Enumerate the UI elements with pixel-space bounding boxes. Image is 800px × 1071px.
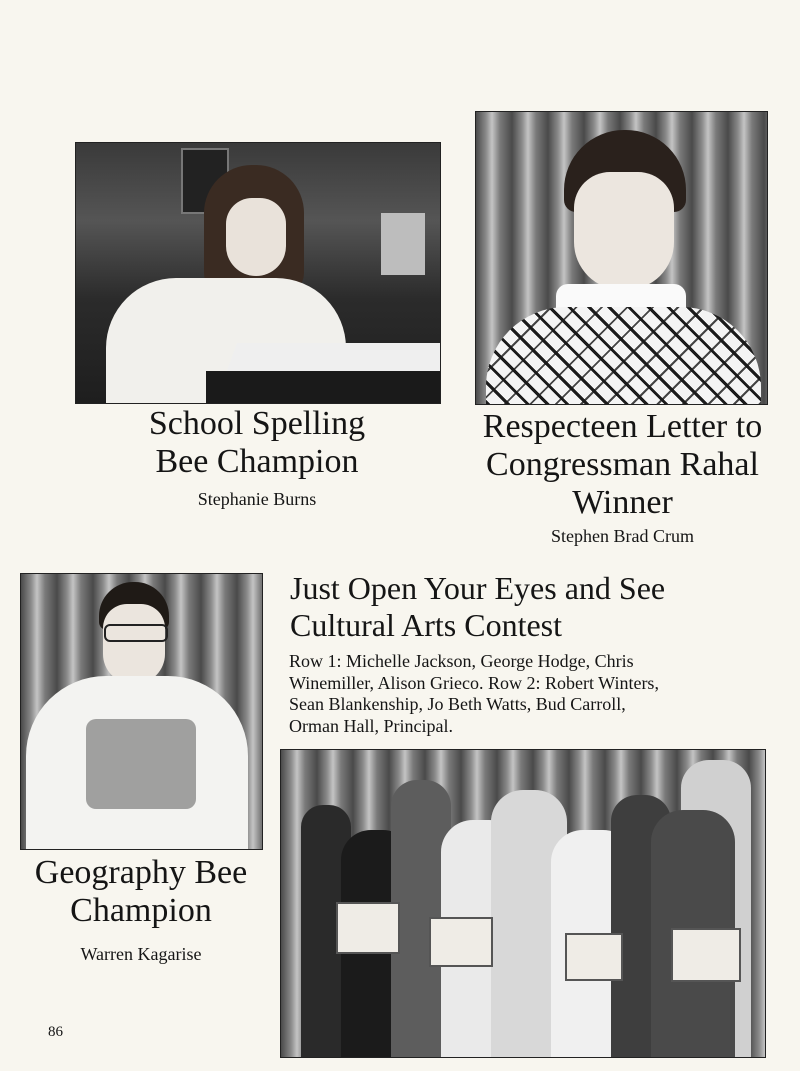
patterned-shirt-figure (486, 307, 761, 404)
cultural-arts-caption-line1: Row 1: Michelle Jackson, George Hodge, Chris (289, 651, 634, 671)
respecteen-winner-photo (475, 111, 768, 405)
certificate-figure (565, 933, 623, 981)
spelling-title-line1: School Spelling (148, 405, 366, 442)
page-number: 86 (48, 1024, 63, 1040)
desk-front-figure (206, 371, 440, 403)
cultural-arts-title (290, 570, 790, 644)
geography-title (10, 854, 272, 930)
boy-face-figure (574, 172, 674, 290)
cultural-arts-title-line1: Just Open Your Eyes and See (290, 570, 666, 606)
certificate-figure (336, 902, 400, 954)
certificate-figure (429, 917, 493, 967)
geography-title-line2: Champion (70, 892, 212, 929)
cultural-arts-caption-line4: Orman Hall, Principal. (289, 715, 453, 736)
respecteen-title-line3: Winner (572, 484, 673, 521)
girl-face-figure (226, 198, 286, 276)
boy-face-figure (103, 604, 165, 684)
respecteen-title-line1: Respecteen Letter to (482, 408, 763, 445)
geography-winner-name: Warren Kagarise (80, 944, 202, 964)
cultural-arts-group-photo (280, 749, 766, 1058)
cultural-arts-title-line2: Cultural Arts Contest (290, 607, 562, 643)
spelling-champion-photo (75, 142, 441, 404)
spelling-title (75, 405, 439, 481)
glasses-figure (104, 624, 168, 642)
bulletin-board-figure (381, 213, 425, 275)
shirt-graphic-figure (86, 719, 196, 809)
respecteen-title (450, 408, 795, 522)
certificate-figure (671, 928, 741, 982)
geography-champion-photo (20, 573, 263, 850)
spelling-winner-name: Stephanie Burns (197, 489, 317, 509)
respecteen-title-line2: Congressman Rahal (486, 446, 759, 483)
cultural-arts-caption-line2: Winemiller, Alison Grieco. Row 2: Robert Winters, (289, 672, 659, 693)
spelling-title-line2: Bee Champion (155, 443, 359, 480)
cultural-arts-caption-line3: Sean Blankenship, Jo Beth Watts, Bud Carroll, (289, 694, 626, 714)
respecteen-winner-name: Stephen Brad Crum (551, 526, 694, 546)
geography-title-line1: Geography Bee (34, 854, 248, 891)
cultural-arts-caption (289, 651, 794, 737)
